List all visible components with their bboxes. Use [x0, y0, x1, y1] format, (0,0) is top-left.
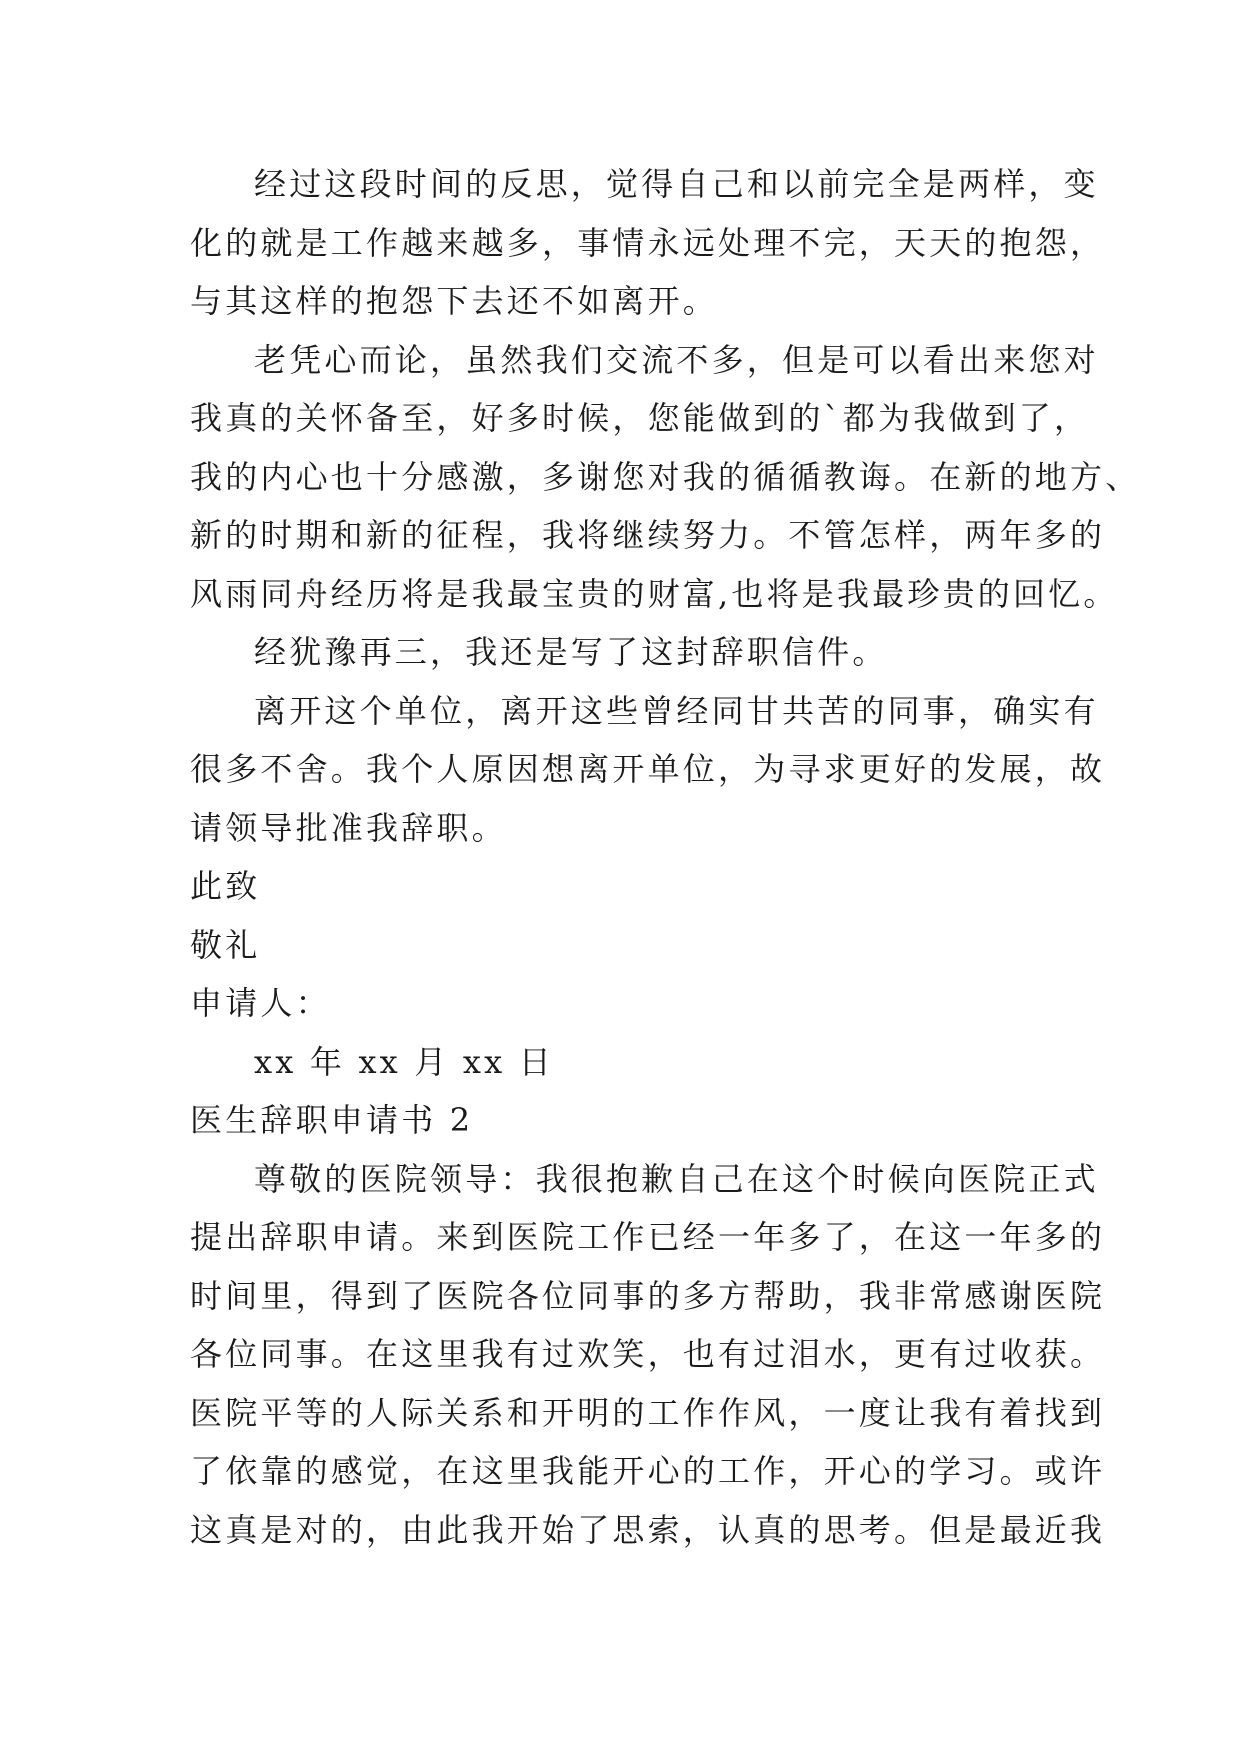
document-body — [190, 155, 1141, 1559]
text-line: 提出辞职申请。来到医院工作已经一年多了，在这一年多的 — [190, 1218, 1106, 1256]
section-title: 医生辞职申请书 2 — [190, 1101, 474, 1139]
text-line: 很多不舍。我个人原因想离开单位，为寻求更好的发展，故 — [190, 750, 1106, 788]
date-line: xx 年 xx 月 xx 日 — [254, 1042, 554, 1081]
text-line: 医院平等的人际关系和开明的工作作风，一度让我有着找到 — [190, 1393, 1106, 1432]
text-line: 经过这段时间的反思，觉得自己和以前完全是两样，变 — [254, 165, 1099, 203]
text-line: 风雨同舟经历将是我最宝贵的财富,也将是我最珍贵的回忆。 — [190, 574, 1119, 613]
text-line: 经犹豫再三，我还是写了这封辞职信件。 — [254, 633, 888, 671]
text-line: 化的就是工作越来越多，事情永远处理不完，天天的抱怨， — [190, 223, 1106, 262]
closing-regards: 敬礼 — [190, 925, 261, 964]
text-line: 新的时期和新的征程，我将继续努力。不管怎样，两年多的 — [190, 516, 1106, 554]
text-line: 时间里，得到了医院各位同事的多方帮助，我非常感谢医院 — [190, 1276, 1106, 1315]
text-line: 请领导批准我辞职。 — [190, 808, 507, 847]
text-line: 与其这样的抱怨下去还不如离开。 — [190, 282, 719, 320]
text-line: 老凭心而论，虽然我们交流不多，但是可以看出来您对 — [254, 340, 1099, 379]
text-line: 各位同事。在这里我有过欢笑，也有过泪水，更有过收获。 — [190, 1335, 1106, 1373]
applicant-label: 申请人： — [190, 984, 331, 1022]
closing-salutation: 此致 — [190, 867, 261, 905]
text-line: 我的内心也十分感激，多谢您对我的循循教诲。在新的地方、 — [190, 457, 1141, 496]
text-line: 尊敬的医院领导：我很抱歉自己在这个时候向医院正式 — [254, 1159, 1099, 1198]
text-line: 离开这个单位，离开这些曾经同甘共苦的同事，确实有 — [254, 691, 1099, 730]
text-line: 了依靠的感觉，在这里我能开心的工作，开心的学习。或许 — [190, 1452, 1106, 1490]
text-line: 这真是对的，由此我开始了思索，认真的思考。但是最近我 — [190, 1510, 1106, 1549]
text-line: 我真的关怀备至，好多时候，您能做到的`都为我做到了， — [190, 399, 1090, 437]
